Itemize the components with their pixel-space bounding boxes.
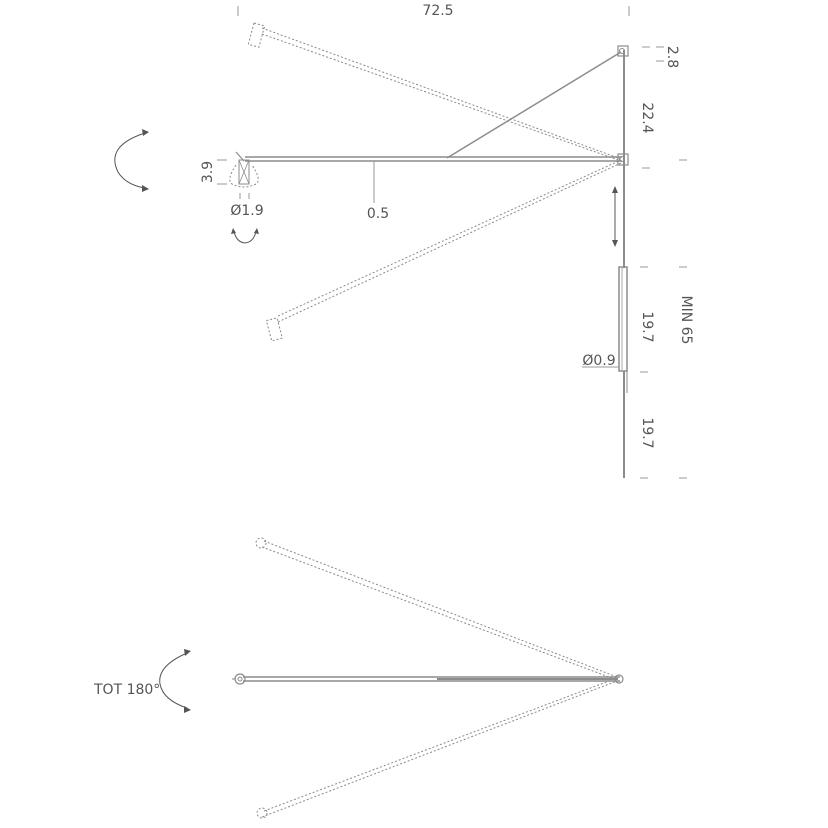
rod-upper-label: 19.7 [639,311,655,343]
plan-view [93,538,623,818]
spin-head-left [231,228,236,234]
arrow-head-up [612,186,618,193]
rod-diameter-label: Ø0.9 [582,353,616,369]
arm-tilt-rotation-arrow [115,129,149,192]
tilt-head-top [142,129,149,136]
arm-position-down-a [278,160,621,316]
tilt-head-bottom [142,185,149,192]
arrow-head-down [612,240,618,247]
min-height-label: MIN 65 [678,295,694,345]
arm-position-up-b [262,34,621,161]
plan-swing-up-a [264,541,617,677]
plan-rotation-arrow [160,649,191,713]
shade-position-down [266,318,282,341]
plan-shade-up [256,538,266,548]
height-adjust-arrow [612,186,618,247]
spin-arc [234,231,256,243]
side-elevation-view [115,3,694,478]
wall-rod-sleeve [619,267,627,371]
plan-swing-down-a [264,678,617,811]
plan-rotation-arc [160,653,187,708]
plan-shade [235,674,245,684]
total-rotation-label: TOT 180° [94,682,161,698]
total-width-label: 72.5 [422,3,454,19]
shade-diameter-label: Ø1.9 [230,203,264,219]
shade-spin-rotation-arrow [231,228,259,243]
plan-rotation-head-bottom [184,706,191,713]
plan-rotation-head-top [184,649,191,656]
bracket-height-label: 2.8 [664,45,680,69]
arm-position-down-b [278,163,621,322]
shade-position-up [248,23,264,47]
arm-thickness-label: 0.5 [366,206,390,222]
tilt-arc [115,133,145,188]
arm-position-up-a [262,28,621,159]
plan-shade-center [238,677,242,681]
spin-head-right [254,228,259,234]
arm-rise-label: 22.4 [639,102,655,134]
rod-lower-label: 19.7 [639,417,655,449]
plan-swing-down-b [262,681,617,817]
shade-height-label: 3.9 [200,160,216,184]
plan-swing-up-b [262,547,617,680]
